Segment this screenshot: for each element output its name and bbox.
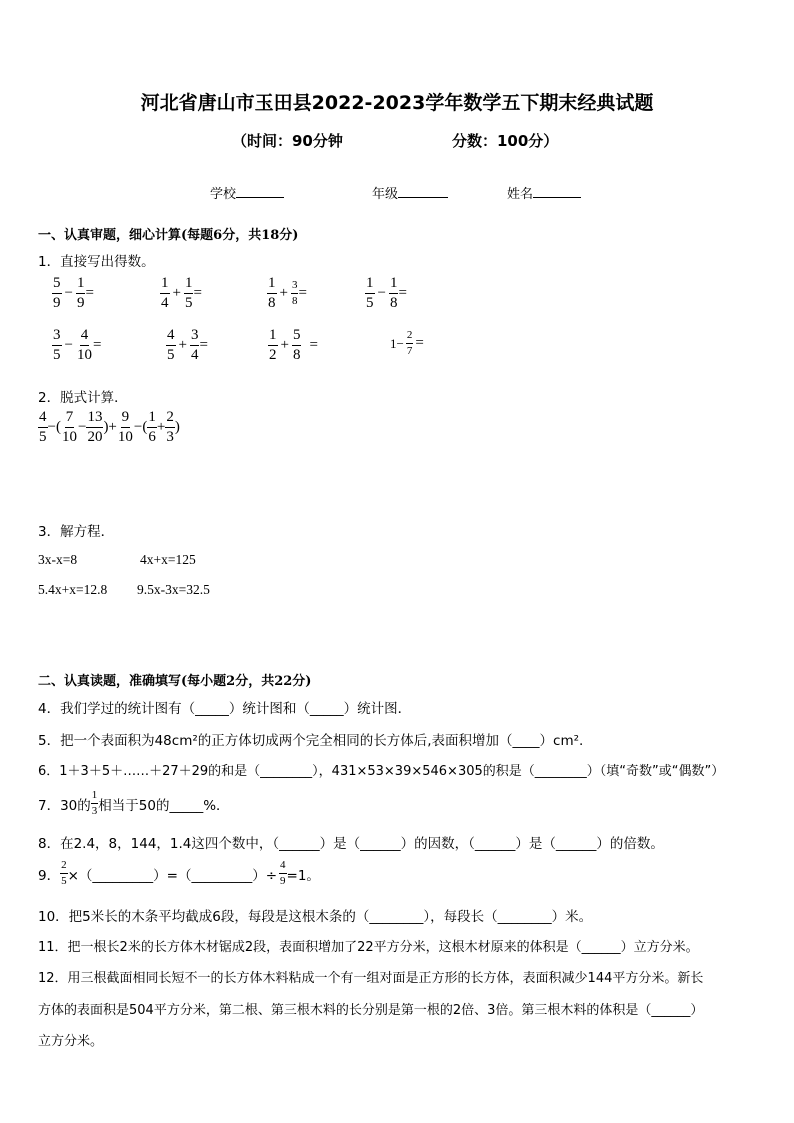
question-12-line-1: 12．用三根截面相同长短不一的长方体木料粘成一个有一组对面是正方形的长方体，表面积减少144平方分米。新长 bbox=[38, 971, 704, 986]
section-2-title: 二、认真读题，准确填写(每小题2分，共22分) bbox=[38, 674, 312, 689]
page-title: 河北省唐山市玉田县2022-2023学年数学五下期末经典试题 bbox=[140, 92, 654, 114]
question-2: 2．脱式计算． bbox=[38, 390, 128, 406]
question-9: 9． $\frac{2}{5}$ ×（_________）=（_________）÷ $\frac{4}{9}$ =1。 bbox=[38, 859, 320, 887]
calc-r1c2: $\frac{1}{4}$ + $\frac{1}{5}$ = bbox=[161, 275, 202, 311]
question-5: 5．把一个表面积为48cm²的正方体切成两个完全相同的长方体后,表面积增加（____）cm². bbox=[38, 733, 584, 749]
calc-q2-expression: $\frac{4}{5}$ −( $\frac{7}{10}$ − $\frac{13}{20}$ )+ $\frac{9}{10}$ −( $\frac{1}{6}$ + $\frac{2}{3}$ ) bbox=[39, 409, 180, 445]
question-11: 11．把一根长2米的长方体木材锯成2段，表面积增加了22平方分米，这根木材原来的体积是（______）立方分米。 bbox=[38, 940, 699, 955]
question-8: 8．在2.4，8，144，1.4这四个数中，（______）是（______）的因数，（______）是（______）的倍数。 bbox=[38, 836, 664, 852]
grade-blank[interactable] bbox=[398, 197, 448, 198]
question-12-line-2: 方体的表面积是504平方分米，第二根、第三根木料的长分别是第一根的2倍、3倍。第三根木料的体积是（______） bbox=[38, 1003, 704, 1018]
school-field bbox=[210, 183, 284, 202]
name-label: 姓名 bbox=[507, 187, 534, 202]
calc-r2c2: $\frac{4}{5}$ + $\frac{3}{4}$ = bbox=[167, 327, 208, 363]
question-7: 7．30的 $\frac{1}{3}$ 相当于50的_____%． bbox=[38, 789, 230, 817]
calc-r1c4: $\frac{1}{5}$ − $\frac{1}{8}$ = bbox=[366, 275, 407, 311]
question-10: 10．把5米长的木条平均截成6段，每段是这根木条的（________），每段长（________）米。 bbox=[38, 909, 593, 925]
equation-3: 5.4x+x=12.8 bbox=[38, 582, 108, 597]
calc-r1c3: $\frac{1}{8}$ + $\frac{3}{8}$ = bbox=[268, 275, 307, 311]
equation-4: 9.5x-3x=32.5 bbox=[137, 582, 210, 597]
equation-2: 4x+x=125 bbox=[140, 552, 196, 567]
grade-field bbox=[372, 183, 448, 202]
equation-1: 3x-x=8 bbox=[38, 552, 78, 567]
grade-label: 年级 bbox=[372, 187, 399, 202]
exam-time: （时间：90分钟 bbox=[232, 132, 343, 150]
question-3: 3．解方程． bbox=[38, 524, 115, 540]
question-4: 4．我们学过的统计图有（_____）统计图和（_____）统计图． bbox=[38, 701, 412, 717]
school-label: 学校 bbox=[210, 187, 237, 202]
section-1-title: 一、认真审题，细心计算(每题6分，共18分) bbox=[38, 228, 299, 243]
exam-score: 分数：100分） bbox=[452, 132, 559, 150]
school-blank[interactable] bbox=[236, 197, 284, 198]
name-blank[interactable] bbox=[533, 197, 581, 198]
question-6: 6．1＋3＋5＋……＋27＋29的和是（________），431×53×39×546×305的积是（________）（填“奇数”或“偶数”） bbox=[38, 764, 725, 779]
name-field bbox=[507, 183, 581, 202]
question-12-line-3: 立方分米。 bbox=[38, 1034, 104, 1049]
calc-r2c1: $\frac{3}{5}$ − $\frac{4}{10}$ = bbox=[53, 327, 102, 363]
calc-r2c4: 1− $\frac{2}{7}$ = bbox=[390, 329, 424, 357]
calc-r1c1: $\frac{5}{9}$ − $\frac{1}{9}$ = bbox=[53, 275, 94, 311]
question-1: 1．直接写出得数。 bbox=[38, 254, 155, 270]
calc-r2c3: $\frac{1}{2}$ + $\frac{5}{8}$ = bbox=[269, 327, 318, 363]
